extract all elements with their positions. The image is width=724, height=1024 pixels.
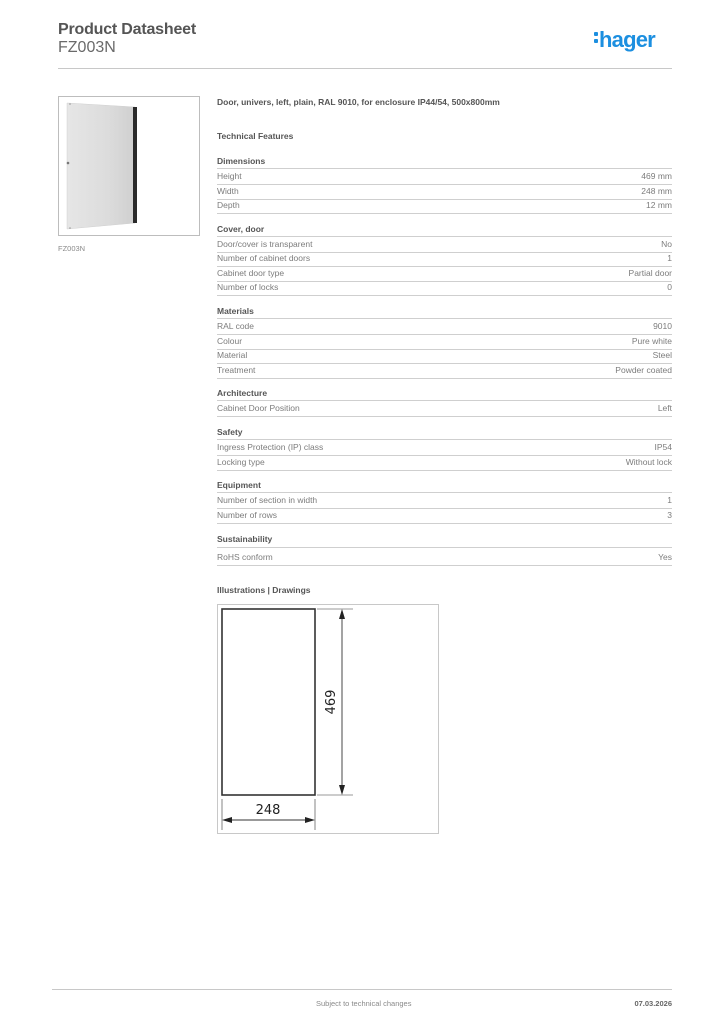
table-row xyxy=(217,364,672,379)
row-label: RAL code xyxy=(217,321,255,331)
row-label: Height xyxy=(217,171,242,181)
row-value: Steel xyxy=(652,350,672,360)
row-label: Cabinet door type xyxy=(217,268,285,278)
height-dimension-label: 469 xyxy=(324,689,339,715)
row-value: 12 mm xyxy=(646,200,672,210)
row-label: RoHS conform xyxy=(217,552,273,562)
table-row xyxy=(217,551,672,566)
row-value: 1 xyxy=(667,253,672,263)
table-row xyxy=(217,456,672,471)
table-row xyxy=(217,441,672,456)
row-label: Door/cover is transparent xyxy=(217,239,313,249)
table-row xyxy=(217,320,672,335)
product-code: FZ003N xyxy=(58,39,116,56)
product-description: Door, univers, left, plain, RAL 9010, for enclosure IP44/54, 500x800mm xyxy=(217,97,500,107)
section-title: Equipment xyxy=(217,480,672,493)
table-row xyxy=(217,185,672,200)
table-row xyxy=(217,252,672,267)
door-panel-image xyxy=(65,101,195,233)
section-title: Safety xyxy=(217,427,672,440)
width-dimension-label: 248 xyxy=(255,803,281,818)
row-label: Number of cabinet doors xyxy=(217,253,311,263)
row-value: IP54 xyxy=(654,442,672,452)
section-title: Cover, door xyxy=(217,224,672,237)
logo-colon-icon xyxy=(594,29,599,46)
illustrations-title: Illustrations | Drawings xyxy=(217,585,311,595)
row-label: Locking type xyxy=(217,457,265,467)
dimension-drawing xyxy=(217,604,439,834)
section-title: Materials xyxy=(217,306,672,319)
row-label: Material xyxy=(217,350,248,360)
section-title: Architecture xyxy=(217,388,672,401)
row-value: Pure white xyxy=(631,336,672,346)
table-row xyxy=(217,402,672,417)
table-row xyxy=(217,335,672,350)
table-row xyxy=(217,238,672,253)
table-row xyxy=(217,349,672,364)
header-title: Product Datasheet xyxy=(58,21,196,38)
brand-logo xyxy=(594,27,655,53)
row-label: Width xyxy=(217,186,239,196)
product-image-frame xyxy=(58,96,200,236)
table-row xyxy=(217,281,672,296)
row-value: 3 xyxy=(667,510,672,520)
row-label: Colour xyxy=(217,336,243,346)
brand-name: hager xyxy=(599,27,655,52)
table-row xyxy=(217,494,672,509)
dimension-drawing-svg xyxy=(218,605,438,833)
product-image-caption: FZ003N xyxy=(58,244,86,253)
table-row xyxy=(217,509,672,524)
row-value: Partial door xyxy=(628,268,672,278)
section-title: Dimensions xyxy=(217,156,672,169)
row-value: Yes xyxy=(658,552,672,562)
row-label: Cabinet Door Position xyxy=(217,403,300,413)
row-value: 9010 xyxy=(653,321,672,331)
header-divider xyxy=(58,68,672,69)
row-label: Depth xyxy=(217,200,240,210)
row-value: No xyxy=(661,239,672,249)
section-title: Sustainability xyxy=(217,534,672,548)
row-value: Powder coated xyxy=(615,365,672,375)
row-value: 248 mm xyxy=(641,186,672,196)
row-value: 1 xyxy=(667,495,672,505)
row-label: Treatment xyxy=(217,365,256,375)
row-label: Number of rows xyxy=(217,510,277,520)
table-row xyxy=(217,170,672,185)
row-label: Number of section in width xyxy=(217,495,318,505)
footer-note: Subject to technical changes xyxy=(316,999,412,1008)
row-value: 469 mm xyxy=(641,171,672,181)
footer-divider xyxy=(52,989,672,990)
table-row xyxy=(217,267,672,282)
row-label: Ingress Protection (IP) class xyxy=(217,442,324,452)
row-value: Left xyxy=(657,403,672,413)
row-label: Number of locks xyxy=(217,282,279,292)
row-value: Without lock xyxy=(625,457,672,467)
technical-features-title: Technical Features xyxy=(217,131,294,141)
footer-date: 07.03.2026 xyxy=(634,999,672,1008)
table-row xyxy=(217,199,672,214)
row-value: 0 xyxy=(667,282,672,292)
